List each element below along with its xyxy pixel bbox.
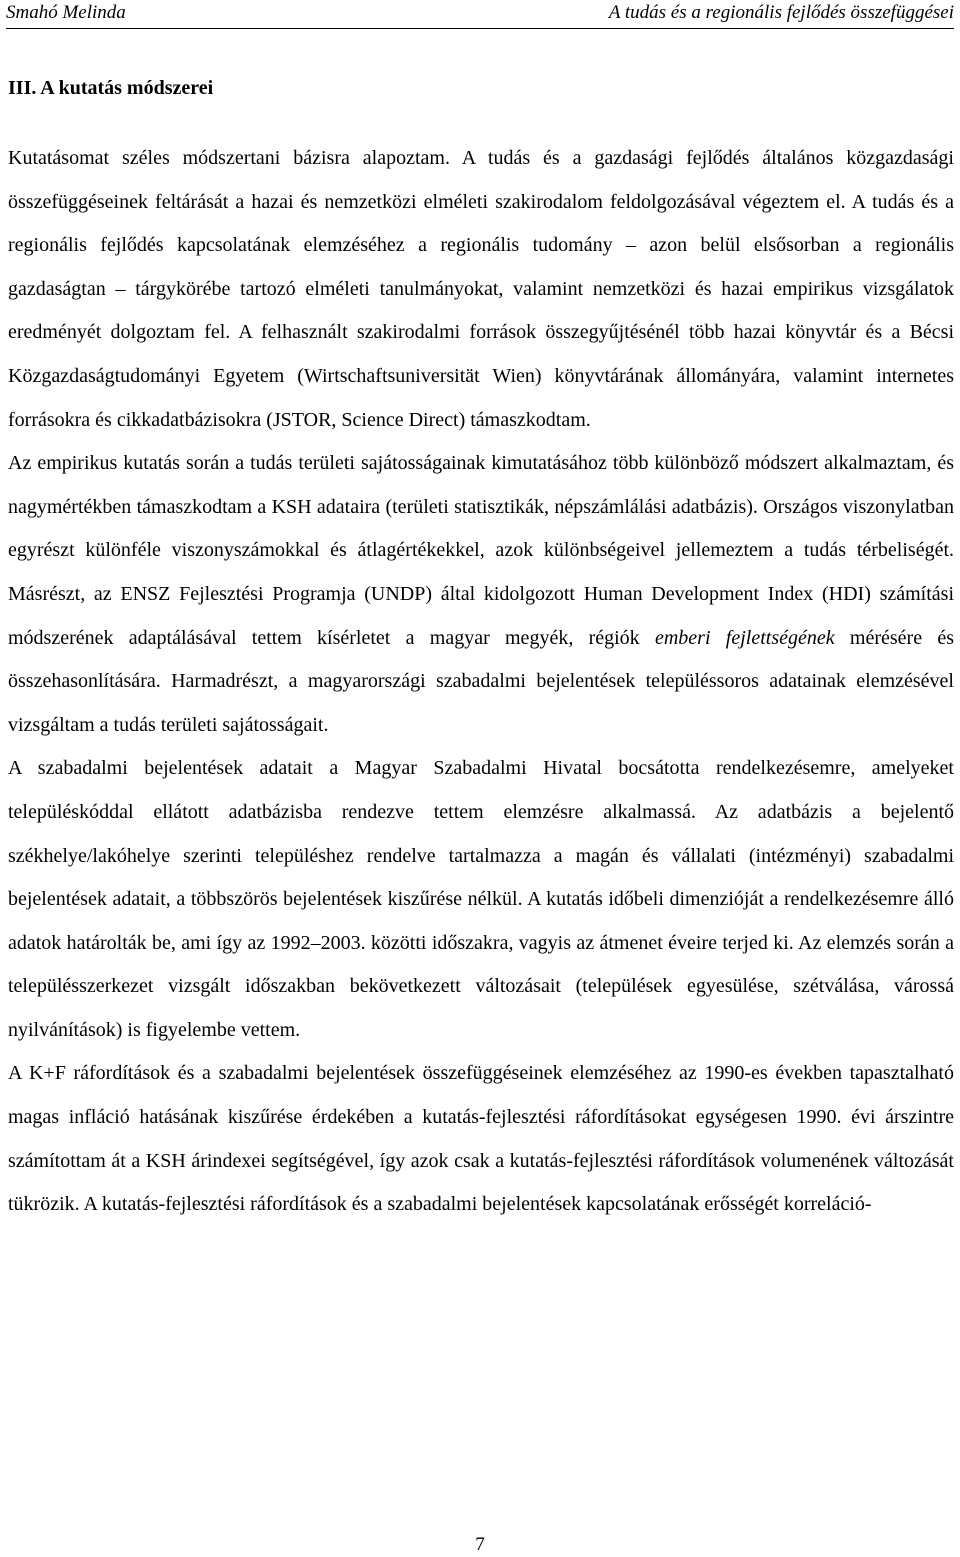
header-author: Smahó Melinda — [6, 2, 126, 23]
paragraph-patent-data: A szabadalmi bejelentések adatait a Magyar Szabadalmi Hivatal bocsátotta rendelkezésemre, amelyeket településkóddal ellátott adatbázisba rendezve tettem elemzésre alkalmassá. Az adatbázis a bejelentő székhelye/lakóhelye szerinti településhez rendelve tartalmazza a magán és vállalati (intézményi) szabadalmi bejelentések adatait, a többszörös bejelentések kiszűrése nélkül. A kutatás időbeli dimenzióját a rendelkezésemre álló adatok határolták be, ami így az 1992–2003. közötti időszakra, vagyis az átmenet éveire terjed ki. Az elemzés során a településszerkezet vizsgált időszakban bekövetkezett változásait (települések egyesülése, szétválása, várossá nyilvánítások) is figyelembe vettem. — [8, 757, 954, 1041]
emphasis-text: emberi fejlettségének — [654, 626, 835, 649]
paragraph-text: mérésére és összehasonlítására. Harmadrészt, a magyarországi szabadalmi bejelentések településsoros adatainak elemzésével vizsgáltam a tudás területi sajátosságait. — [8, 626, 955, 736]
header-title: A tudás és a regionális fejlődés összefüggései — [608, 2, 954, 23]
body-text — [8, 137, 954, 1227]
paragraph-text: Az empirikus kutatás során a tudás területi sajátosságainak kimutatásához több különböző módszert alkalmaztam, és nagymértékben támaszkodtam a KSH adataira (területi statisztikák, népszámlálási adatbázis). Országos viszonylatban egyrészt különféle viszonyszámokkal és átlagértékekkel, azok különbségeivel jellemeztem a tudás térbeliségét. Másrészt, az ENSZ Fejlesztési Programja (UNDP) által kidolgozott Human Development Index (HDI) számítási módszerének adaptálásával tettem kísérletet a magyar megyék, régiók — [8, 452, 954, 649]
paragraph-research-basis: Kutatásomat széles módszertani bázisra alapoztam. A tudás és a gazdasági fejlődés általános közgazdasági összefüggéseinek feltárását a hazai és nemzetközi elméleti szakirodalom feldolgozásával végeztem el. A tudás és a regionális fejlődés kapcsolatának elemzéséhez a regionális tudomány – azon belül elsősorban a regionális gazdaságtan – tárgykörébe tartozó elméleti tanulmányokat, valamint nemzetközi és hazai empirikus vizsgálatok eredményét dolgoztam fel. A felhasznált szakirodalmi források összegyűjtésénél több hazai könyvtár és a Bécsi Közgazdaságtudományi Egyetem (Wirtschaftsuniversität Wien) könyvtárának állományára, valamint internetes forrásokra és cikkadatbázisokra (JSTOR, Science Direct) támaszkodtam. — [8, 147, 954, 431]
paragraph-rd-expenditure: A K+F ráfordítások és a szabadalmi bejelentések összefüggéseinek elemzéséhez az 1990-es években tapasztalható magas infláció hatásának kiszűrése érdekében a kutatás-fejlesztési ráfordításokat egységesen 1990. évi árszintre számítottam át a KSH árindexei segítségével, így azok csak a kutatás-fejlesztési ráfordítások volumenének változását tükrözik. A kutatás-fejlesztési ráfordítások és a szabadalmi bejelentések kapcsolatának erősségét korreláció- — [8, 1062, 954, 1216]
page-number: 7 — [475, 1534, 485, 1555]
paragraph-empirical-research — [8, 442, 954, 747]
running-header — [6, 2, 954, 29]
section-title: III. A kutatás módszerei — [8, 77, 214, 99]
